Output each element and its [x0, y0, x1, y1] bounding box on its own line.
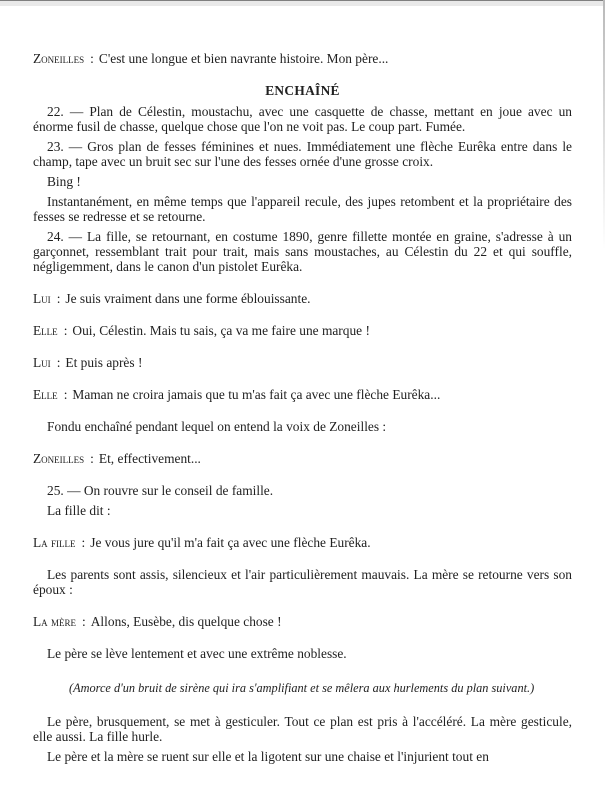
- dialogue-text: C'est une longue et bien navrante histoire. Mon père...: [98, 51, 389, 66]
- speaker-name: Elle: [33, 323, 58, 338]
- action-paragraph-cutoff: Le père et la mère se ruent sur elle et la ligotent sur une chaise et l'injurient tout en: [47, 749, 489, 764]
- speaker-separator: :: [90, 51, 94, 66]
- action-paragraph-instantanement: Instantanément, en même temps que l'appareil recule, des jupes retombent et la propriétaire des fesses se redresse et se retourne.: [33, 194, 572, 224]
- speaker-name: Elle: [33, 387, 58, 402]
- dialogue-text: Je suis vraiment dans une forme éblouissante.: [65, 291, 311, 306]
- action-paragraph-bing: Bing !: [47, 174, 81, 189]
- speaker-name: Zoneilles: [33, 451, 85, 466]
- speaker-separator: :: [82, 614, 86, 629]
- action-paragraph-fondu: Fondu enchaîné pendant lequel on entend la voix de Zoneilles :: [47, 419, 387, 434]
- dialogue-text: Je vous jure qu'il m'a fait ça avec une flèche Eurêka.: [90, 535, 371, 550]
- dialogue-line-zoneilles-2: [33, 451, 572, 466]
- scan-top-border: [0, 0, 605, 6]
- speaker-separator: :: [63, 323, 68, 338]
- dialogue-line-zoneilles-1: [33, 51, 572, 66]
- action-paragraph-24: 24. — La fille, se retournant, en costume 1890, genre fillette montée en graine, s'adresse à un garçonnet, ressemblant trait pour trait, mais sans moustaches, au Célestin du 22 et qui souffle, négligemment, dans le canon d'un pistolet Eurêka.: [33, 229, 572, 274]
- dialogue-text: Et puis après !: [65, 355, 143, 370]
- speaker-name: Lui: [33, 291, 51, 306]
- speaker-name: Lui: [33, 355, 51, 370]
- dialogue-line-elle-2: [33, 387, 572, 402]
- dialogue-text: Oui, Célestin. Mais tu sais, ça va me faire une marque !: [72, 323, 370, 338]
- speaker-name: La fille: [33, 535, 76, 550]
- action-paragraph-25: 25. — On rouvre sur le conseil de famille.: [47, 483, 274, 498]
- dialogue-line-lui-1: [33, 291, 572, 306]
- action-paragraph-le-pere-se-leve: Le père se lève lentement et avec une extrême noblesse.: [47, 646, 347, 661]
- speaker-separator: :: [90, 451, 94, 466]
- speaker-separator: :: [56, 355, 61, 370]
- action-paragraph-23: 23. — Gros plan de fesses féminines et nues. Immédiatement une flèche Eurêka entre dans le champ, tape avec un bruit sec sur l'une des fesses ornée d'une grosse croix.: [33, 139, 572, 169]
- action-paragraph-la-fille-dit: La fille dit :: [47, 503, 111, 518]
- dialogue-text: Et, effectivement...: [98, 451, 201, 466]
- action-paragraph-22: 22. — Plan de Célestin, moustachu, avec une casquette de chasse, mettant en joue avec un énorme fusil de chasse, quelque chose que l'on ne voit pas. Le coup part. Fumée.: [33, 104, 572, 134]
- action-paragraph-les-parents: Les parents sont assis, silencieux et l'air particulièrement mauvais. La mère se retourne vers son époux :: [33, 567, 572, 597]
- dialogue-text: Maman ne croira jamais que tu m'as fait ça avec une flèche Eurêka...: [72, 387, 441, 402]
- speaker-separator: :: [56, 291, 61, 306]
- speaker-name: Zoneilles: [33, 51, 85, 66]
- speaker-separator: :: [81, 535, 86, 550]
- speaker-separator: :: [63, 387, 68, 402]
- dialogue-line-lui-2: [33, 355, 572, 370]
- scene-heading-enchaine: ENCHAÎNÉ: [265, 83, 340, 98]
- dialogue-line-la-fille: [33, 535, 572, 550]
- stage-direction-italic: (Amorce d'un bruit de sirène qui ira s'amplifiant et se mêlera aux hurlements du plan suivant.): [69, 681, 535, 695]
- dialogue-text: Allons, Eusèbe, dis quelque chose !: [90, 614, 282, 629]
- dialogue-line-elle-1: [33, 323, 572, 338]
- action-paragraph-gesticuler: Le père, brusquement, se met à gesticuler. Tout ce plan est pris à l'accéléré. La mère gesticule, elle aussi. La fille hurle.: [33, 714, 572, 744]
- dialogue-line-la-mere: [33, 614, 572, 629]
- speaker-name: La mère: [33, 614, 77, 629]
